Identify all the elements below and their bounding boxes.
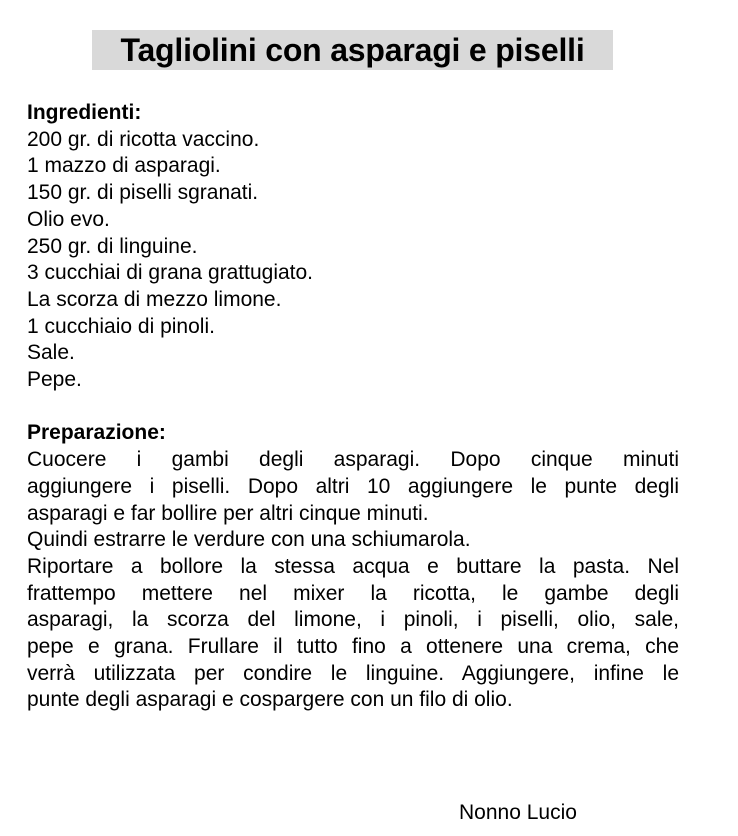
ingredient-item: La scorza di mezzo limone. — [27, 287, 282, 311]
preparation-heading: Preparazione: — [27, 421, 166, 445]
ingredient-item: Sale. — [27, 341, 75, 365]
preparation-line: pepe e grana. Frullare il tutto fino a ottenere una crema, che — [27, 635, 679, 659]
preparation-line: punte degli asparagi e cospargere con un filo di olio. — [27, 688, 513, 712]
signature: Nonno Lucio — [459, 801, 577, 824]
preparation-line: asparagi, la scorza del limone, i pinoli, i piselli, olio, sale, — [27, 608, 679, 632]
ingredients-list — [27, 127, 679, 394]
preparation-line: frattempo mettere nel mixer la ricotta, le gambe degli — [27, 581, 679, 605]
ingredient-item: 150 gr. di piselli sgranati. — [27, 181, 259, 205]
ingredient-item: 3 cucchiai di grana grattugiato. — [27, 261, 314, 285]
ingredient-item: 200 gr. di ricotta vaccino. — [27, 127, 260, 151]
ingredient-item: Pepe. — [27, 368, 82, 392]
section-spacer — [27, 394, 679, 421]
preparation-line: verrà utilizzata per condire le linguine. Aggiungere, infine le — [27, 661, 679, 685]
preparation-line: Riportare a bollore la stessa acqua e buttare la pasta. Nel — [27, 554, 679, 578]
ingredient-item: Olio evo. — [27, 207, 110, 231]
preparation-line: asparagi e far bollire per altri cinque minuti. — [27, 501, 429, 525]
preparation-line: Cuocere i gambi degli asparagi. Dopo cinque minuti — [27, 448, 679, 472]
preparation-text — [27, 447, 679, 714]
recipe-body — [27, 100, 679, 714]
recipe-title: Tagliolini con asparagi e piselli — [92, 30, 613, 70]
ingredient-item: 1 cucchiaio di pinoli. — [27, 314, 215, 338]
ingredient-item: 250 gr. di linguine. — [27, 234, 198, 258]
preparation-line: aggiungere i piselli. Dopo altri 10 aggiungere le punte degli — [27, 474, 679, 498]
preparation-line: Quindi estrarre le verdure con una schiumarola. — [27, 528, 471, 552]
ingredients-heading: Ingredienti: — [27, 101, 142, 124]
ingredient-item: 1 mazzo di asparagi. — [27, 154, 221, 178]
